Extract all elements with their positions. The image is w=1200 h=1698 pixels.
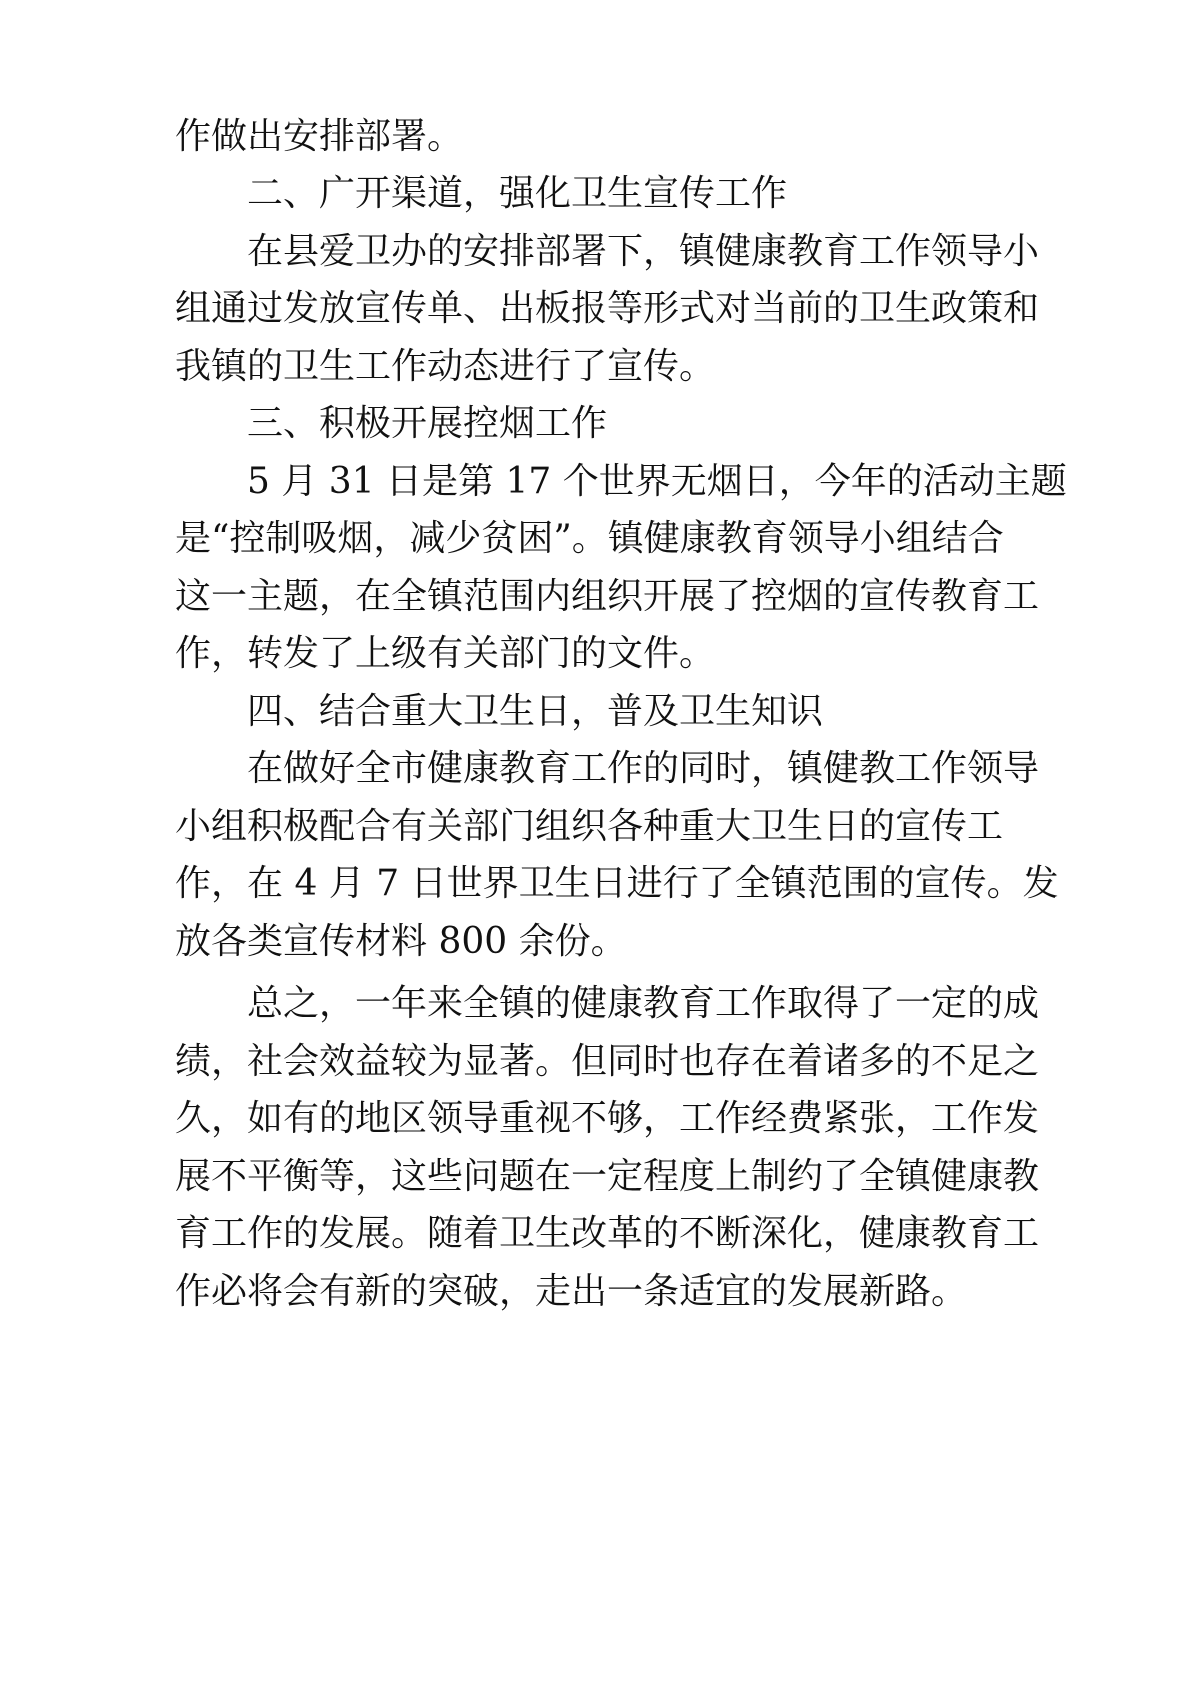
text-line: 在做好全市健康教育工作的同时，镇健教工作领导 [247,748,1040,789]
section-heading-4: 四、结合重大卫生日，普及卫生知识 [247,691,824,732]
text-line: 组通过发放宣传单、出板报等形式对当前的卫生政策和 [175,288,1040,329]
text-line: 作必将会有新的突破，走出一条适宜的发展新路。 [175,1271,968,1312]
text-line: 总之，一年来全镇的健康教育工作取得了一定的成 [247,983,1040,1024]
text-line: 放各类宣传材料 800 余份。 [175,921,627,962]
text-line: 我镇的卫生工作动态进行了宣传。 [175,346,716,387]
text-line: 是“控制吸烟，减少贫困”。镇健康教育领导小组结合 [175,518,1004,559]
text-line: 这一主题，在全镇范围内组织开展了控烟的宣传教育工 [175,576,1040,617]
text-line: 久，如有的地区领导重视不够，工作经费紧张，工作发 [175,1098,1040,1139]
text-line: 展不平衡等，这些问题在一定程度上制约了全镇健康教 [175,1156,1040,1197]
text-line: 育工作的发展。随着卫生改革的不断深化，健康教育工 [175,1213,1040,1254]
text-line: 小组积极配合有关部门组织各种重大卫生日的宣传工 [175,806,1004,847]
text-line: 在县爱卫办的安排部署下，镇健康教育工作领导小 [247,231,1040,272]
text-line: 作，转发了上级有关部门的文件。 [175,633,716,674]
text-line: 5 月 31 日是第 17 个世界无烟日，今年的活动主题 [247,461,1067,502]
section-heading-3: 三、积极开展控烟工作 [247,403,608,444]
text-line: 作，在 4 月 7 日世界卫生日进行了全镇范围的宣传。发 [175,863,1059,904]
text-line: 作做出安排部署。 [175,116,464,157]
text-line: 绩，社会效益较为显著。但同时也存在着诸多的不足之 [175,1041,1040,1082]
section-heading-2: 二、广开渠道，强化卫生宣传工作 [247,173,788,214]
